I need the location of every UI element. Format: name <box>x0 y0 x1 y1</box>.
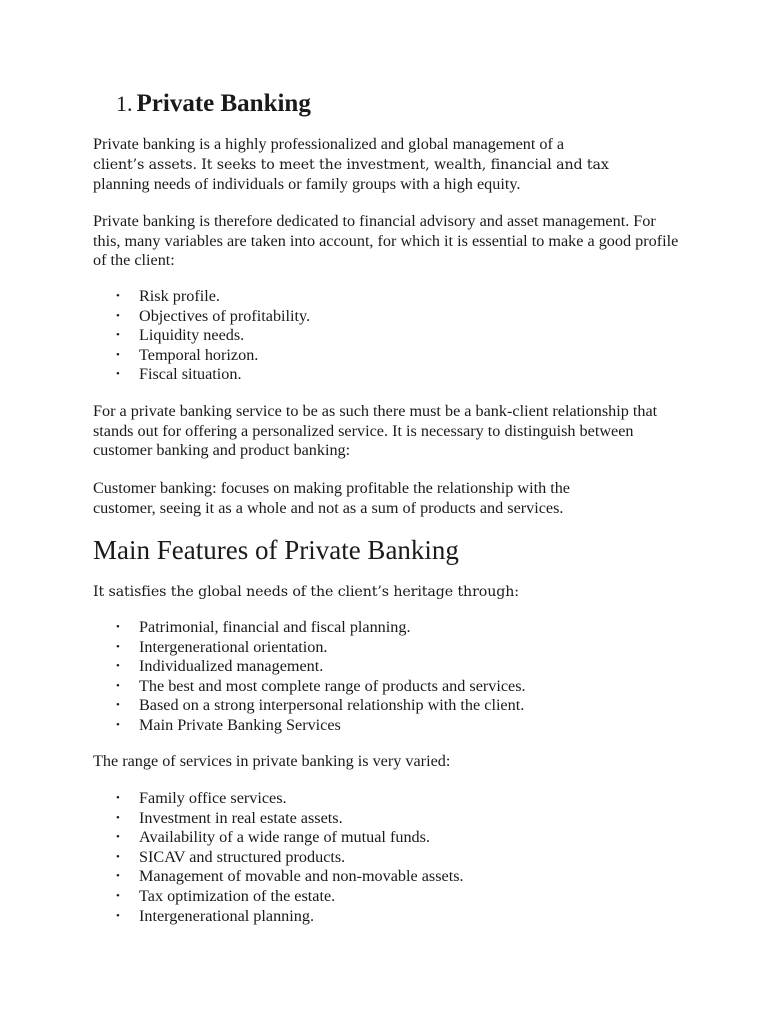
bullet-icon: • <box>116 792 120 804</box>
bullet-icon: • <box>116 718 120 731</box>
bullet-icon: • <box>116 640 120 653</box>
paragraph-relationship: For a private banking service to be as such there must be a bank-client relationship that stands out for offering a personalized service. It is necessary to distinguish between customer banking and product banking: <box>93 402 658 460</box>
paragraph-line: planning needs of individuals or family groups with a high equity. <box>93 175 521 194</box>
features-list <box>116 618 526 736</box>
section-heading-private-banking <box>116 88 311 120</box>
list-item: • SICAV and structured products. <box>116 847 346 866</box>
list-item: • Liquidity needs. <box>116 326 245 345</box>
list-item: • Main Private Banking Services <box>116 715 341 734</box>
list-item: • Family office services. <box>116 789 287 807</box>
bullet-icon: • <box>116 909 120 922</box>
bullet-icon: • <box>116 831 120 844</box>
list-item: • Individualized management. <box>116 657 324 676</box>
bullet-icon: • <box>116 348 120 361</box>
bullet-icon: • <box>116 309 120 322</box>
bullet-icon: • <box>116 329 120 342</box>
list-item: • Risk profile. <box>116 287 220 305</box>
list-item: • Intergenerational planning. <box>116 906 315 925</box>
list-item: • Intergenerational orientation. <box>116 637 328 656</box>
list-item: • Tax optimization of the estate. <box>116 886 336 905</box>
heading-number: 1. <box>116 91 133 116</box>
bullet-icon: • <box>116 621 120 633</box>
list-item: • Based on a strong interpersonal relationship with the client. <box>116 696 525 715</box>
bullet-icon: • <box>116 679 120 692</box>
bullet-icon: • <box>116 660 120 673</box>
bullet-icon: • <box>116 870 120 883</box>
paragraph-line: Private banking is a highly professionalized and global management of a <box>93 135 565 153</box>
bullet-icon: • <box>116 699 120 712</box>
bullet-icon: • <box>116 290 120 302</box>
heading-title: Private Banking <box>136 90 311 117</box>
list-item: • Temporal horizon. <box>116 345 259 364</box>
bullet-icon: • <box>116 850 120 863</box>
list-item: • Investment in real estate assets. <box>116 808 343 827</box>
bullet-icon: • <box>116 368 120 381</box>
list-item: • The best and most complete range of products and services. <box>116 676 526 695</box>
paragraph-advisory: Private banking is therefore dedicated to financial advisory and asset management. For this, many variables are taken into account, for which it is essential to make a good profile of the client: <box>93 212 679 270</box>
list-item: • Objectives of profitability. <box>116 306 311 325</box>
paragraph-customer-banking: Customer banking: focuses on making profitable the relationship with the customer, seeing it as a whole and not as a sum of products and services. <box>93 479 570 517</box>
list-item: • Management of movable and non-movable assets. <box>116 867 464 886</box>
services-list <box>116 789 464 926</box>
features-intro: It satisfies the global needs of the client’s heritage through: <box>93 584 519 600</box>
profile-list <box>116 287 310 385</box>
bullet-icon: • <box>116 811 120 824</box>
bullet-icon: • <box>116 889 120 902</box>
paragraph-definition <box>93 135 693 195</box>
list-item: • Availability of a wide range of mutual funds. <box>116 828 430 847</box>
list-item: • Fiscal situation. <box>116 365 242 384</box>
list-item: • Patrimonial, financial and fiscal planning. <box>116 618 411 636</box>
services-intro: The range of services in private banking is very varied: <box>93 752 451 770</box>
paragraph-line: client’s assets. It seeks to meet the investment, wealth, financial and tax <box>93 156 609 173</box>
section-heading-main-features: Main Features of Private Banking <box>93 535 459 565</box>
